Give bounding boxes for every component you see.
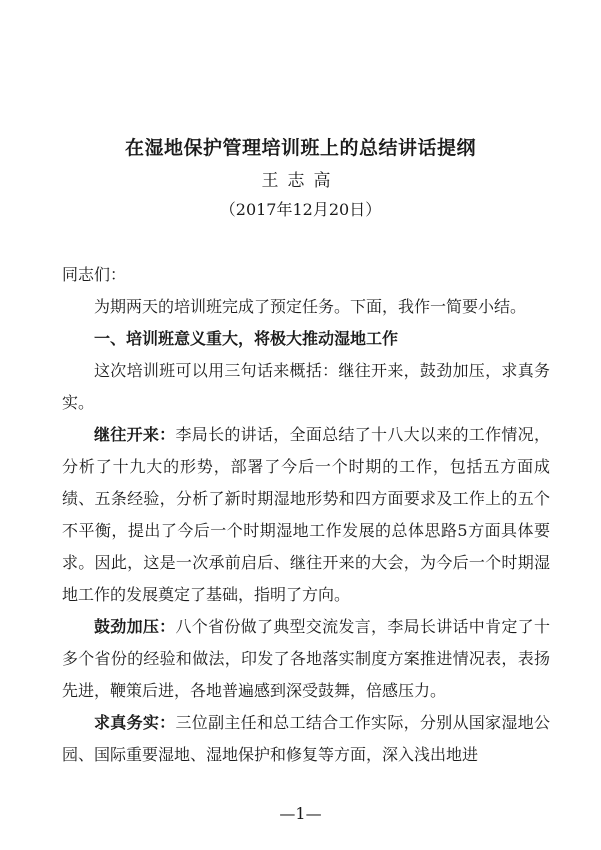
author-name: 王志高 xyxy=(261,171,340,191)
paragraph-label: 鼓劲加压： xyxy=(94,617,176,636)
paragraph-text: 八个省份做了典型交流发言，李局长讲话中肯定了十多个省份的经验和做法，印发了各地落实制度方案推进情况表，表扬先进，鞭策后进，各地普遍感到深受鼓舞，倍感压力。 xyxy=(62,617,550,700)
speech-date: （2017年12月20日） xyxy=(219,200,382,219)
paragraph-text: 李局长的讲话，全面总结了十八大以来的工作情况，分析了十九大的形势，部署了今后一个时期的工作，包括五方面成绩、五条经验，分析了新时期湿地形势和四方面要求及工作上的五个不平衡，提出了今后一个时期湿地工作发展的总体思路5方面具体要求。因此，这是一次承前启后、继往开来的大会，为今后一个时期湿地工作的发展奠定了基础，指明了方向。 xyxy=(62,425,550,604)
section-heading: 一、培训班意义重大，将极大推动湿地工作 xyxy=(94,329,399,348)
intro-paragraph: 为期两天的培训班完成了预定任务。下面，我作一简要小结。 xyxy=(94,297,527,316)
paragraph-text: 三位副主任和总工结合工作实际，分别从国家湿地公园、国际重要湿地、湿地保护和修复等方面，深入浅出地进 xyxy=(62,713,550,764)
paragraph-label: 求真务实： xyxy=(94,713,176,732)
paragraph-jiwang xyxy=(62,419,550,611)
section-intro-paragraph: 这次培训班可以用三句话来概括：继往开来，鼓劲加压，求真务实。 xyxy=(62,361,550,412)
page-number: —1— xyxy=(279,804,322,823)
paragraph-qiuzhen xyxy=(62,707,550,771)
paragraph-gujin xyxy=(62,611,550,707)
document-body xyxy=(62,259,550,771)
salutation: 同志们： xyxy=(62,265,127,284)
paragraph-label: 继往开来： xyxy=(94,425,176,444)
page-title: 在湿地保护管理培训班上的总结讲话提纲 xyxy=(124,137,476,159)
